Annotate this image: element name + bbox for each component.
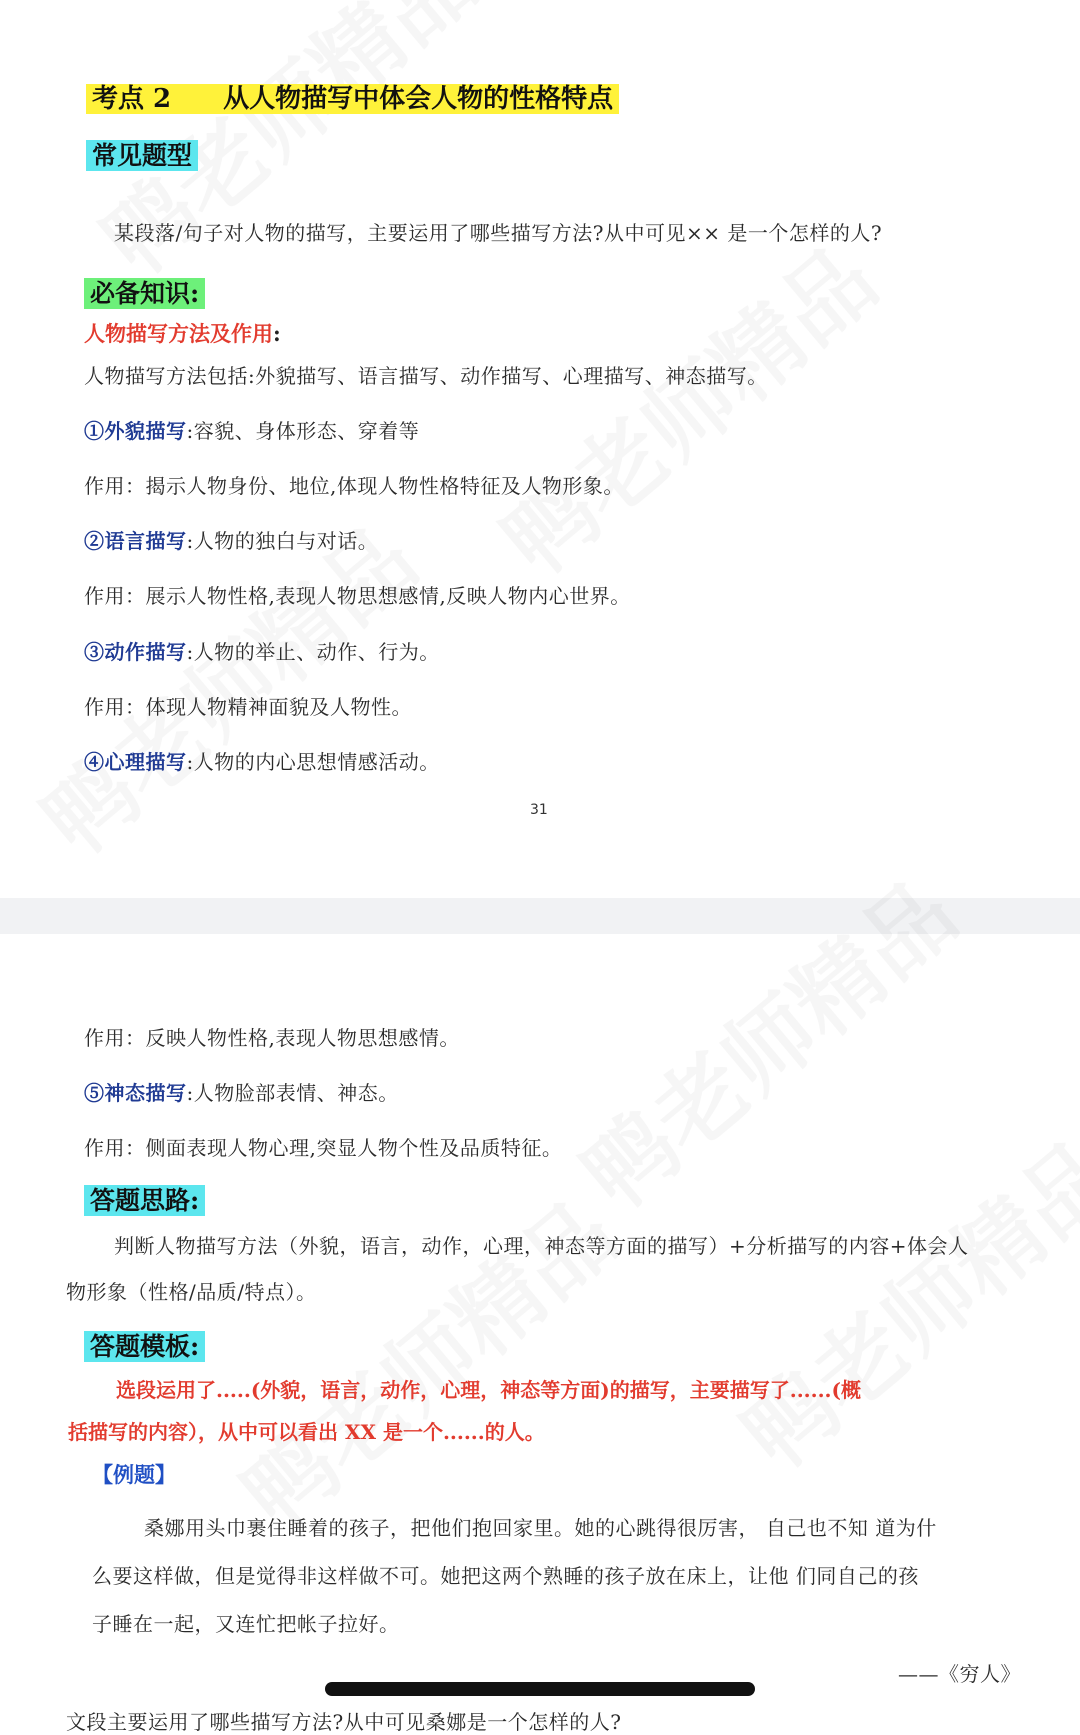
method-desc: :容貌、身体形态、穿着等 [186, 419, 420, 443]
method-item-psychology [84, 746, 440, 775]
method-label: ③动作描写 [84, 640, 187, 664]
example-source: ——《穷人》 [898, 1662, 1021, 1686]
template-line: 选段运用了.....(外貌，语言，动作，心理，神态等方面)的描写，主要描写了......(概 [116, 1378, 861, 1402]
home-indicator[interactable] [325, 1682, 755, 1696]
question-text: 某段落/句子对人物的描写，主要运用了哪些描写方法?从中可见×× 是一个怎样的人? [114, 221, 883, 245]
example-line: 子睡在一起，又连忙把帐子拉好。 [92, 1612, 400, 1636]
approach-line: 物形象（性格/品质/特点）。 [66, 1280, 317, 1304]
method-label: ⑤神态描写 [84, 1081, 187, 1105]
method-effect: 作用：反映人物性格,表现人物思想感情。 [84, 1026, 460, 1050]
method-desc: :人物的内心思想情感活动。 [186, 750, 440, 774]
watermark [711, 1105, 1080, 1494]
method-item-appearance [84, 415, 419, 444]
example-line: 桑娜用头巾裹住睡着的孩子，把他们抱回家里。她的心跳得很厉害， 自己也不知 道为什 [144, 1516, 937, 1540]
method-effect: 作用：体现人物精神面貌及人物性。 [84, 695, 412, 719]
common-question-heading: 常见题型 [86, 140, 198, 171]
page-number: 31 [530, 802, 548, 818]
watermark [211, 1165, 639, 1554]
methods-heading-colon: : [273, 321, 281, 346]
methods-heading: 人物描写方法及作用 [84, 321, 273, 346]
example-label: 【例题】 [92, 1462, 176, 1487]
method-item-language [84, 525, 378, 554]
approach-heading: 答题思路: [84, 1185, 205, 1216]
question-text-cut: 文段主要运用了哪些描写方法?从中可见桑娜是一个怎样的人? [66, 1710, 622, 1734]
knowledge-heading: 必备知识: [84, 278, 205, 309]
method-label: ④心理描写 [84, 750, 187, 774]
method-effect: 作用：揭示人物身份、地位,体现人物性格特征及人物形象。 [84, 474, 624, 498]
method-label: ①外貌描写 [84, 419, 187, 443]
method-desc: :人物脸部表情、神态。 [186, 1081, 399, 1105]
watermark [471, 211, 899, 600]
method-item-expression [84, 1077, 399, 1106]
example-line: 么要这样做，但是觉得非这样做不可。她把这两个熟睡的孩子放在床上，让他 们同自己的孩 [92, 1564, 919, 1588]
template-heading: 答题模板: [84, 1331, 205, 1362]
method-desc: :人物的举止、动作、行为。 [186, 640, 440, 664]
document-page-2 [0, 934, 1080, 1734]
template-line: 括描写的内容），从中可以看出 XX 是一个......的人。 [68, 1420, 545, 1444]
method-item-action [84, 636, 440, 665]
methods-intro: 人物描写方法包括:外貌描写、语言描写、动作描写、心理描写、神态描写。 [84, 364, 768, 388]
method-effect: 作用：侧面表现人物心理,突显人物个性及品质特征。 [84, 1136, 563, 1160]
method-effect: 作用：展示人物性格,表现人物思想感情,反映人物内心世界。 [84, 584, 631, 608]
method-label: ②语言描写 [84, 529, 187, 553]
method-desc: :人物的独白与对话。 [186, 529, 379, 553]
approach-line: 判断人物描写方法（外貌，语言，动作，心理，神态等方面的描写）+分析描写的内容+体会人 [114, 1234, 969, 1258]
section-title: 考点 2 从人物描写中体会人物的性格特点 [86, 84, 619, 114]
